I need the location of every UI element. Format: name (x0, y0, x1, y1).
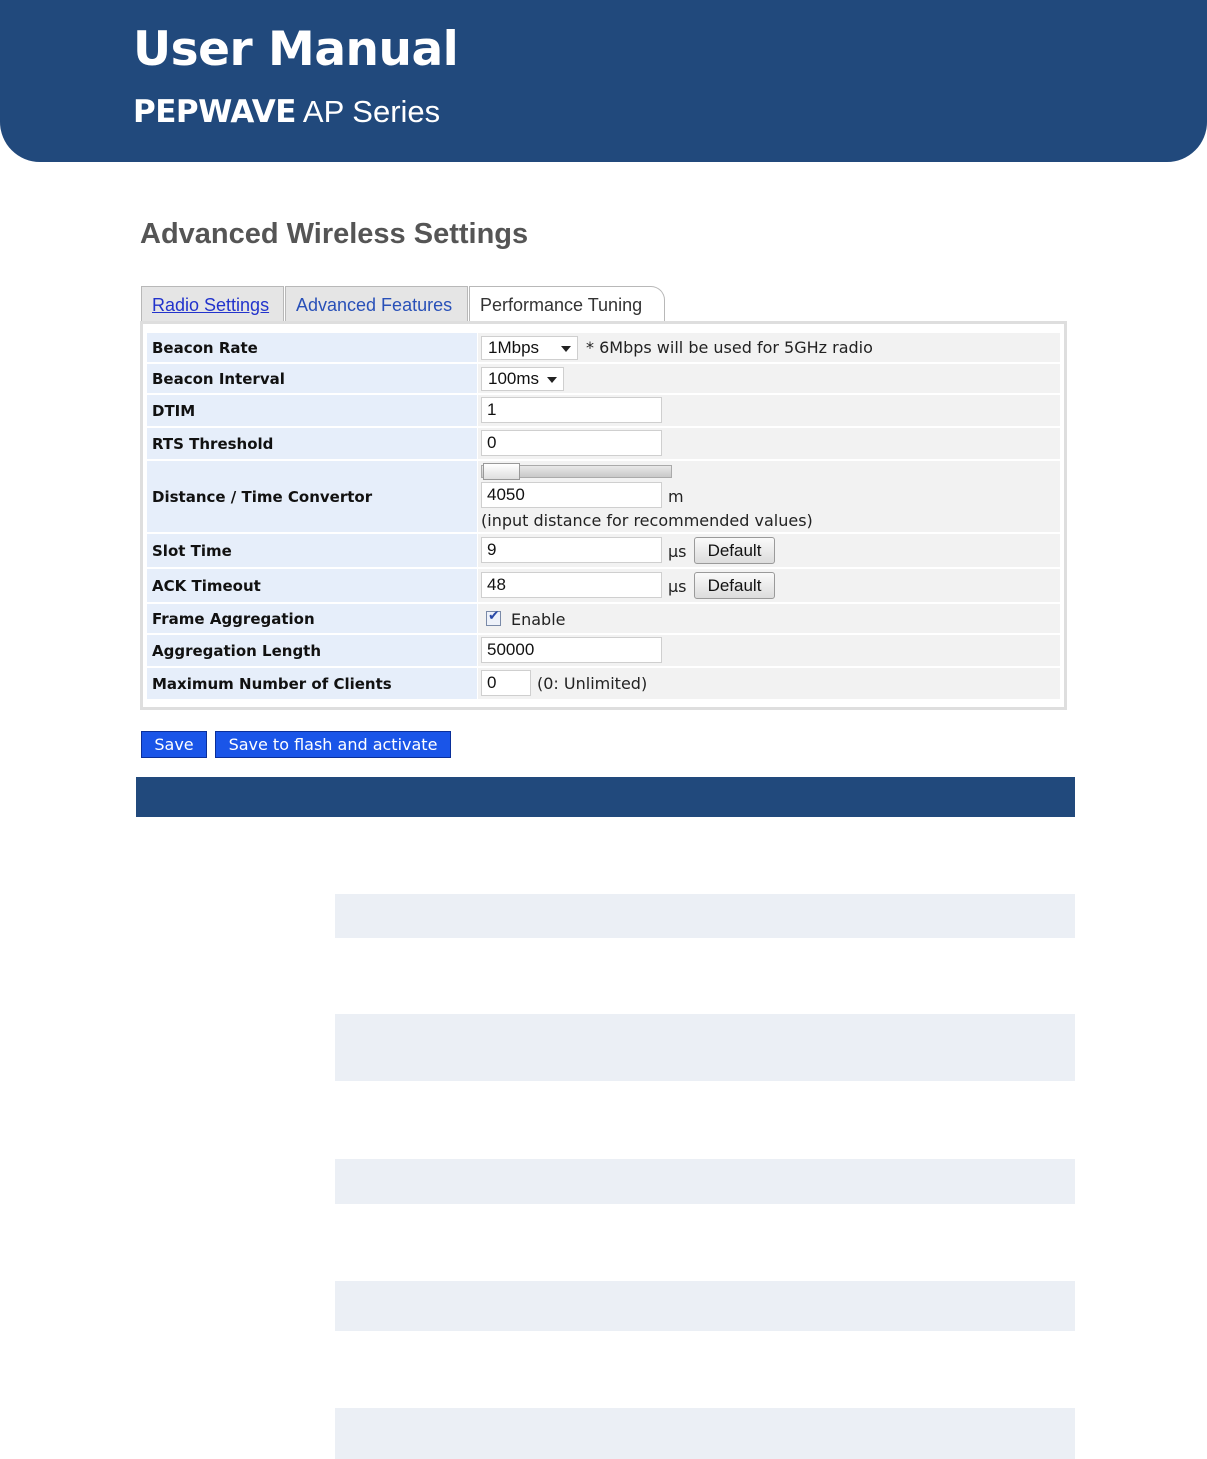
max-clients-note: (0: Unlimited) (537, 674, 648, 693)
save-activate-button[interactable]: Save to flash and activate (215, 731, 451, 758)
header-banner (0, 0, 1207, 162)
beacon-rate-label: Beacon Rate (147, 333, 477, 362)
section-header-bar (136, 777, 1075, 817)
rts-threshold-label: RTS Threshold (147, 428, 477, 459)
table-row-stripe (335, 1408, 1075, 1459)
page-title: Advanced Wireless Settings (140, 218, 529, 250)
slot-time-label: Slot Time (147, 534, 477, 567)
row-dtim (147, 395, 1060, 426)
distance-input[interactable]: 4050 (481, 482, 662, 508)
table-row-stripe (335, 1281, 1075, 1331)
aggregation-length-input[interactable]: 50000 (481, 637, 662, 663)
distance-hint: (input distance for recommended values) (481, 511, 813, 530)
ack-timeout-label: ACK Timeout (147, 569, 477, 602)
beacon-interval-label: Beacon Interval (147, 364, 477, 393)
brand-name: PEPWAVE (133, 94, 296, 130)
rts-threshold-input[interactable]: 0 (481, 430, 662, 456)
slot-time-unit: µs (668, 542, 687, 561)
check-icon: ✔ (488, 608, 500, 624)
manual-title: User Manual (133, 22, 459, 77)
dtim-input[interactable]: 1 (481, 397, 662, 423)
ack-timeout-input[interactable]: 48 (481, 572, 662, 598)
frame-aggregation-label: Frame Aggregation (147, 604, 477, 633)
distance-slider[interactable] (481, 463, 672, 481)
row-ack-timeout (147, 569, 1060, 602)
dtim-label: DTIM (147, 395, 477, 426)
beacon-rate-select[interactable]: 1Mbps (481, 336, 578, 360)
slot-time-input[interactable]: 9 (481, 537, 662, 563)
distance-label: Distance / Time Convertor (147, 461, 477, 532)
chevron-down-icon (547, 377, 557, 383)
tab-performance-tuning[interactable]: Performance Tuning (469, 286, 665, 324)
aggregation-length-label: Aggregation Length (147, 635, 477, 666)
row-beacon-interval (147, 364, 1060, 393)
chevron-down-icon (561, 346, 571, 352)
row-rts-threshold (147, 428, 1060, 459)
save-button[interactable]: Save (141, 731, 207, 758)
slot-time-default-button[interactable]: Default (694, 537, 775, 564)
row-beacon-rate (147, 333, 1060, 362)
row-max-clients (147, 668, 1060, 699)
max-clients-label: Maximum Number of Clients (147, 668, 477, 699)
ack-timeout-default-button[interactable]: Default (694, 572, 775, 599)
row-distance-convertor (147, 461, 1060, 532)
table-row-stripe (335, 1159, 1075, 1204)
row-frame-aggregation (147, 604, 1060, 633)
slider-handle[interactable] (483, 463, 520, 480)
settings-panel (140, 321, 1067, 710)
table-row-stripe (335, 894, 1075, 938)
tab-advanced-features[interactable]: Advanced Features (285, 286, 468, 322)
tab-radio-settings[interactable]: Radio Settings (141, 286, 284, 322)
product-series (133, 94, 440, 130)
ack-timeout-unit: µs (668, 577, 687, 596)
beacon-rate-note: * 6Mbps will be used for 5GHz radio (586, 338, 873, 357)
frame-aggregation-checkbox[interactable] (486, 608, 501, 626)
beacon-interval-select[interactable]: 100ms (481, 367, 564, 391)
distance-unit: m (668, 487, 684, 506)
row-aggregation-length (147, 635, 1060, 666)
row-slot-time (147, 534, 1060, 567)
max-clients-input[interactable]: 0 (481, 670, 531, 696)
series-name: AP Series (295, 94, 441, 129)
enable-label: Enable (511, 610, 566, 629)
table-row-stripe (335, 1014, 1075, 1081)
